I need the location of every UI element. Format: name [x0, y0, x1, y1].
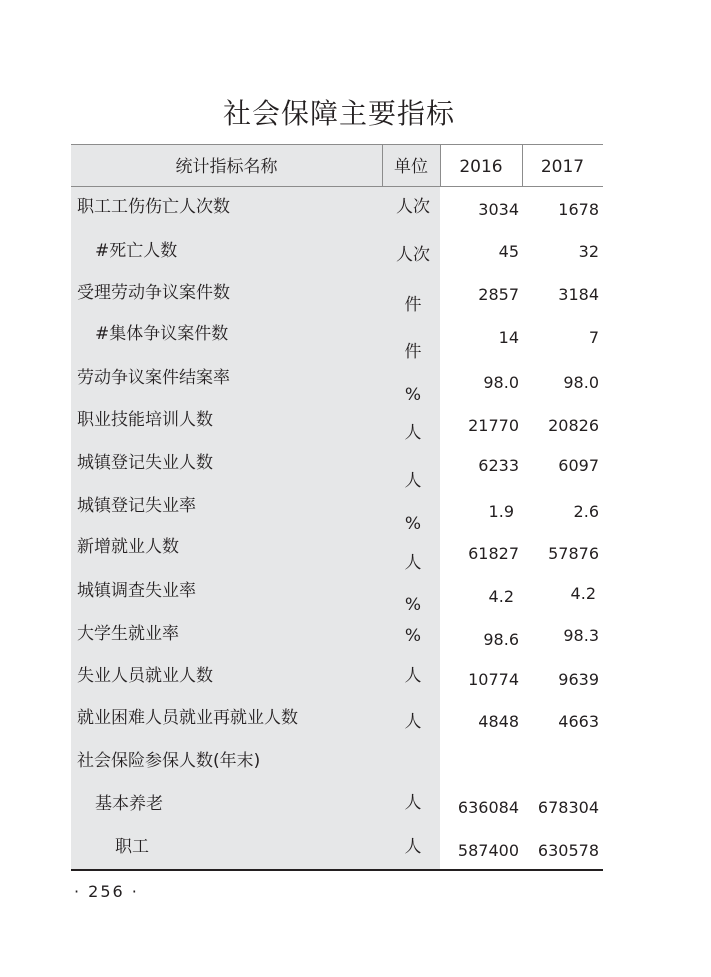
value-2017: 678304	[537, 798, 599, 817]
indicator-name: 就业困难人员就业再就业人数	[77, 708, 298, 728]
table-bottom-rule	[71, 869, 603, 871]
header-2017: 2017	[540, 157, 585, 177]
value-2017: 20826	[548, 416, 599, 435]
value-2016: 98.6	[483, 630, 519, 649]
indicator-unit: %	[404, 514, 422, 534]
page-title: 社会保障主要指标	[222, 97, 455, 130]
indicator-name: 城镇调查失业率	[77, 581, 196, 601]
value-2016: 21770	[468, 416, 519, 435]
indicator-unit: 人	[404, 471, 422, 491]
indicator-name: 新增就业人数	[77, 537, 179, 557]
indicator-unit: 人	[404, 423, 422, 443]
indicator-table	[71, 144, 603, 871]
indicator-name: 受理劳动争议案件数	[77, 283, 230, 303]
value-2017: 1678	[558, 200, 599, 219]
header-2016: 2016	[459, 157, 503, 177]
value-2017: 630578	[537, 841, 599, 860]
value-2016: 45	[498, 242, 519, 261]
indicator-unit: 人	[404, 793, 422, 813]
value-2017: 98.0	[563, 373, 599, 392]
indicator-name: 失业人员就业人数	[77, 666, 213, 686]
value-2017: 98.3	[563, 626, 599, 645]
page-number: · 256 ·	[74, 882, 139, 901]
value-2017: 32	[578, 242, 599, 261]
indicator-name: 大学生就业率	[77, 624, 179, 644]
indicator-name: 职业技能培训人数	[77, 410, 213, 430]
indicator-name: 职工	[115, 837, 149, 857]
value-2016: 61827	[468, 544, 519, 563]
value-2017: 4663	[558, 712, 599, 731]
value-2016: 1.9	[488, 502, 514, 521]
value-2017: 6097	[558, 456, 599, 475]
value-2016: 4.2	[488, 587, 514, 606]
indicator-name: 基本养老	[95, 794, 163, 814]
indicator-name: 劳动争议案件结案率	[77, 368, 230, 388]
indicator-unit: 人	[404, 837, 422, 857]
indicator-unit: 人	[404, 666, 422, 686]
table-header-rule	[71, 186, 603, 187]
header-unit: 单位	[394, 157, 428, 177]
indicator-unit: %	[404, 626, 422, 646]
value-2017: 3184	[558, 285, 599, 304]
value-2016: 587400	[457, 841, 519, 860]
indicator-name: 社会保险参保人数(年末)	[77, 751, 261, 771]
value-2016: 98.0	[483, 373, 519, 392]
indicator-unit: 人次	[396, 197, 430, 217]
value-2016: 4848	[478, 712, 519, 731]
value-2016: 636084	[457, 798, 519, 817]
value-2016: 14	[498, 328, 519, 347]
value-2016: 2857	[478, 285, 519, 304]
indicator-unit: 人	[404, 553, 422, 573]
indicator-name: #死亡人数	[95, 241, 178, 261]
value-2017: 4.2	[570, 584, 596, 603]
indicator-name: 城镇登记失业率	[77, 496, 196, 516]
value-2016: 6233	[478, 456, 519, 475]
indicator-name: #集体争议案件数	[95, 324, 229, 344]
value-2017: 7	[588, 328, 599, 347]
value-2017: 57876	[548, 544, 599, 563]
indicator-unit: 件	[404, 342, 422, 362]
value-2016: 3034	[478, 200, 519, 219]
value-2017: 2.6	[573, 502, 599, 521]
indicator-unit: %	[404, 385, 422, 405]
indicator-unit: %	[404, 595, 422, 615]
indicator-unit: 件	[404, 295, 422, 315]
indicator-name: 城镇登记失业人数	[77, 453, 213, 473]
header-indicator-name: 统计指标名称	[175, 157, 278, 177]
indicator-name: 职工工伤伤亡人次数	[77, 197, 230, 217]
indicator-unit: 人次	[396, 245, 430, 265]
value-2017: 9639	[558, 670, 599, 689]
value-2016: 10774	[468, 670, 519, 689]
indicator-unit: 人	[404, 712, 422, 732]
